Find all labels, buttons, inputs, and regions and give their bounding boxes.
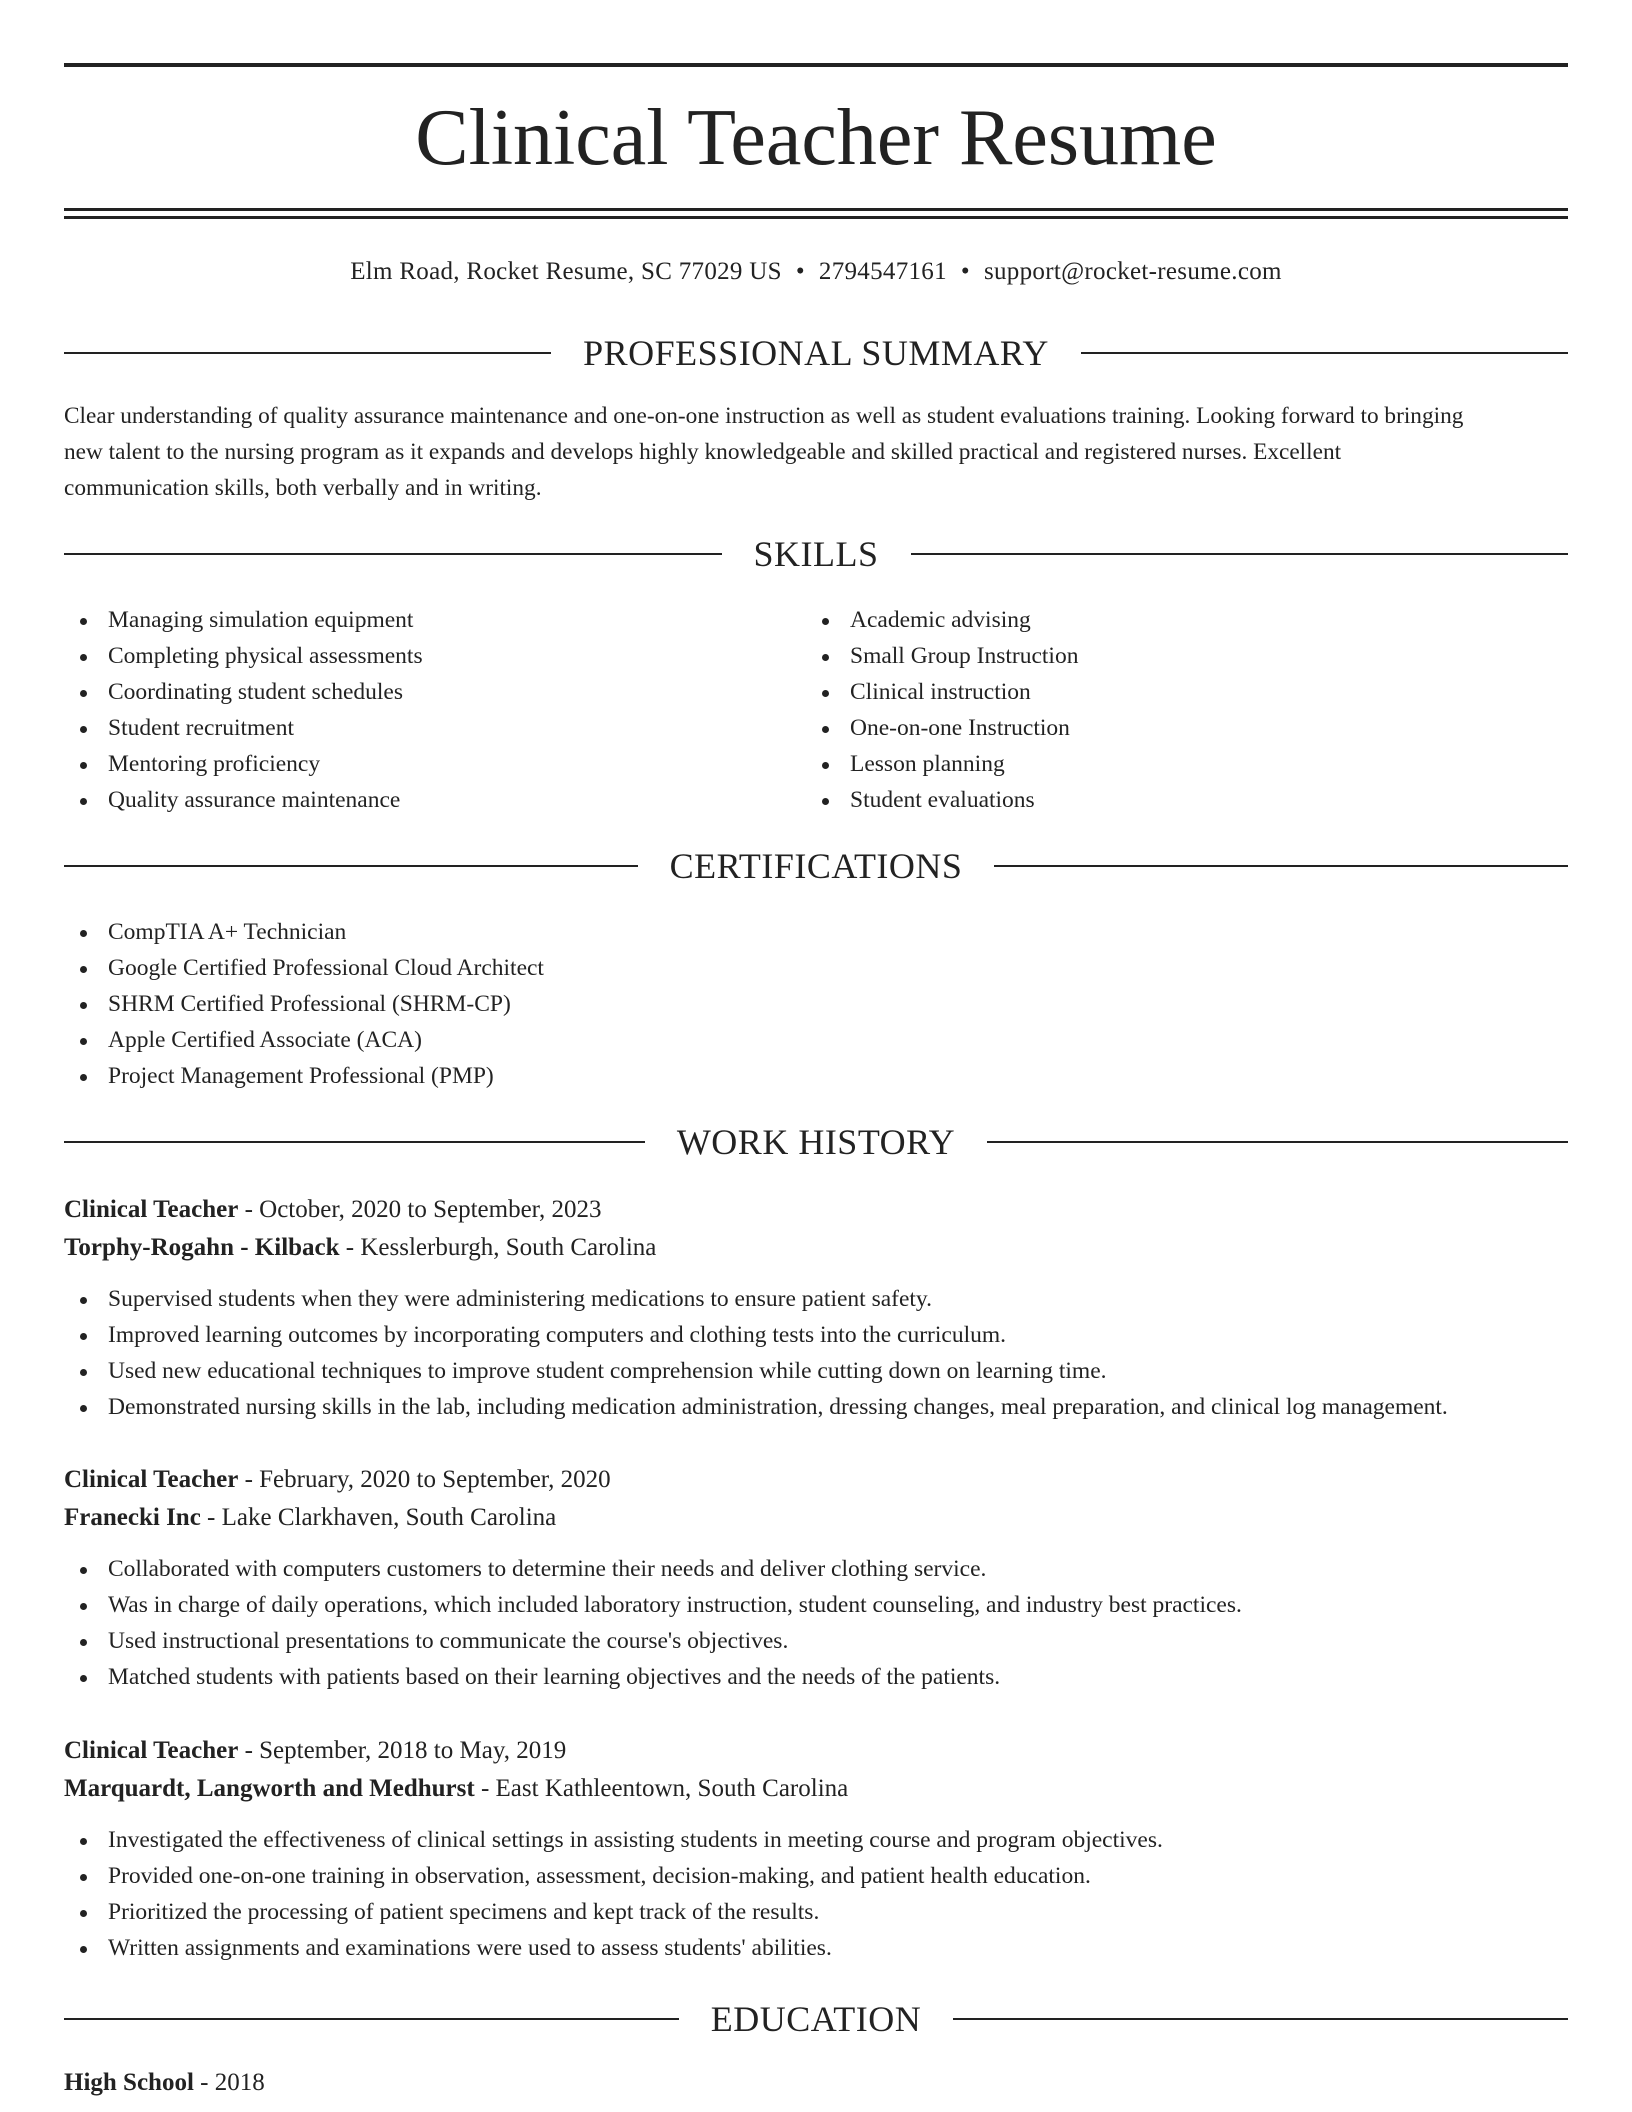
certification-item: Google Certified Professional Cloud Architect xyxy=(64,950,1264,986)
heading-rule xyxy=(987,1141,1568,1143)
job-bullets xyxy=(64,1822,1568,1966)
contact-email[interactable]: support@rocket-resume.com xyxy=(983,258,1282,285)
skill-item: Student evaluations xyxy=(806,782,1546,818)
section-heading-education xyxy=(64,1997,1568,2041)
job-title: Clinical Teacher xyxy=(64,1196,239,1223)
heading-rule xyxy=(64,553,722,555)
section-title: WORK HISTORY xyxy=(676,1122,956,1162)
skills-list-left xyxy=(64,602,804,818)
skill-item: Quality assurance maintenance xyxy=(64,782,804,818)
job-entry xyxy=(64,1732,1568,1966)
contact-separator: • xyxy=(960,258,970,285)
job-bullet: Written assignments and examinations were used to assess students' abilities. xyxy=(64,1930,1568,1966)
job-dates: - September, 2018 to May, 2019 xyxy=(238,1737,567,1764)
section-title: PROFESSIONAL SUMMARY xyxy=(583,333,1049,373)
title-rule-lower xyxy=(64,216,1568,219)
top-rule xyxy=(64,63,1568,67)
job-bullets xyxy=(64,1281,1568,1425)
heading-rule xyxy=(64,865,638,867)
summary-text xyxy=(64,398,1568,506)
section-title: CERTIFICATIONS xyxy=(669,846,963,886)
job-company-line xyxy=(64,1229,1568,1267)
skill-item: Clinical instruction xyxy=(806,674,1546,710)
heading-rule xyxy=(64,352,551,354)
job-bullet: Provided one-on-one training in observation, assessment, decision-making, and patient health education. xyxy=(64,1858,1568,1894)
job-title-line xyxy=(64,1461,1568,1499)
job-dates: - February, 2020 to September, 2020 xyxy=(238,1466,611,1493)
skill-item: Academic advising xyxy=(806,602,1546,638)
education-degree: High School xyxy=(64,2069,194,2096)
heading-rule xyxy=(953,2018,1568,2020)
summary-line: Clear understanding of quality assurance maintenance and one-on-one instruction as well as student evaluations training. Looking forward to bringing xyxy=(64,403,1464,429)
job-bullet: Prioritized the processing of patient specimens and kept track of the results. xyxy=(64,1894,1568,1930)
education-entry xyxy=(64,2064,265,2102)
job-bullet: Investigated the effectiveness of clinical settings in assisting students in meeting course and program objectives. xyxy=(64,1822,1568,1858)
summary-line: new talent to the nursing program as it expands and develops highly knowledgeable and skilled practical and registered nurses. Excellent xyxy=(64,439,1342,465)
summary-line: communication skills, both verbally and in writing. xyxy=(64,475,542,501)
job-title: Clinical Teacher xyxy=(64,1466,239,1493)
heading-rule xyxy=(911,553,1569,555)
certification-item: Project Management Professional (PMP) xyxy=(64,1058,1264,1094)
job-bullet: Used new educational techniques to improve student comprehension while cutting down on learning time. xyxy=(64,1353,1568,1389)
job-title-line xyxy=(64,1191,1568,1229)
resume-title: Clinical Teacher Resume xyxy=(415,94,1217,182)
job-bullet: Collaborated with computers customers to determine their needs and deliver clothing service. xyxy=(64,1551,1568,1587)
job-company-line xyxy=(64,1770,1568,1808)
job-company: Franecki Inc xyxy=(64,1504,201,1531)
skill-item: Coordinating student schedules xyxy=(64,674,804,710)
job-entry xyxy=(64,1461,1568,1695)
job-bullet: Used instructional presentations to communicate the course's objectives. xyxy=(64,1623,1568,1659)
contact-phone: 2794547161 xyxy=(818,258,947,285)
heading-rule xyxy=(64,2018,679,2020)
section-heading-work-history xyxy=(64,1120,1568,1164)
education-year: - 2018 xyxy=(193,2069,265,2096)
job-company-line xyxy=(64,1499,1568,1537)
section-title: SKILLS xyxy=(753,534,879,574)
skill-item: Managing simulation equipment xyxy=(64,602,804,638)
job-location: - Kesslerburgh, South Carolina xyxy=(339,1234,657,1261)
job-dates: - October, 2020 to September, 2023 xyxy=(238,1196,602,1223)
job-location: - Lake Clarkhaven, South Carolina xyxy=(200,1504,557,1531)
section-heading-summary xyxy=(64,331,1568,375)
skill-item: One-on-one Instruction xyxy=(806,710,1546,746)
job-bullet: Supervised students when they were administering medications to ensure patient safety. xyxy=(64,1281,1568,1317)
skill-item: Lesson planning xyxy=(806,746,1546,782)
skill-item: Small Group Instruction xyxy=(806,638,1546,674)
skill-item: Completing physical assessments xyxy=(64,638,804,674)
job-title: Clinical Teacher xyxy=(64,1737,239,1764)
certification-item: SHRM Certified Professional (SHRM-CP) xyxy=(64,986,1264,1022)
contact-line xyxy=(64,254,1568,290)
job-bullet: Improved learning outcomes by incorporating computers and clothing tests into the curriculum. xyxy=(64,1317,1568,1353)
job-company: Marquardt, Langworth and Medhurst xyxy=(64,1775,475,1802)
heading-rule xyxy=(64,1141,645,1143)
job-bullet: Matched students with patients based on their learning objectives and the needs of the patients. xyxy=(64,1659,1568,1695)
contact-separator: • xyxy=(795,258,805,285)
job-bullet: Was in charge of daily operations, which included laboratory instruction, student counseling, and industry best practices. xyxy=(64,1587,1568,1623)
heading-rule xyxy=(1081,352,1568,354)
job-title-line xyxy=(64,1732,1568,1770)
job-bullet: Demonstrated nursing skills in the lab, including medication administration, dressing changes, meal preparation, and clinical log management. xyxy=(64,1389,1568,1425)
job-company: Torphy-Rogahn - Kilback xyxy=(64,1234,340,1261)
heading-rule xyxy=(994,865,1568,867)
section-heading-certifications xyxy=(64,844,1568,888)
certifications-list xyxy=(64,914,1264,1094)
section-heading-skills xyxy=(64,532,1568,576)
job-location: - East Kathleentown, South Carolina xyxy=(474,1775,849,1802)
skill-item: Student recruitment xyxy=(64,710,804,746)
job-bullets xyxy=(64,1551,1568,1695)
title-rule-upper xyxy=(64,208,1568,211)
certification-item: Apple Certified Associate (ACA) xyxy=(64,1022,1264,1058)
job-entry xyxy=(64,1191,1568,1425)
section-title: EDUCATION xyxy=(710,1999,922,2039)
certification-item: CompTIA A+ Technician xyxy=(64,914,1264,950)
contact-address: Elm Road, Rocket Resume, SC 77029 US xyxy=(350,258,782,285)
skills-list-right xyxy=(806,602,1546,818)
skill-item: Mentoring proficiency xyxy=(64,746,804,782)
